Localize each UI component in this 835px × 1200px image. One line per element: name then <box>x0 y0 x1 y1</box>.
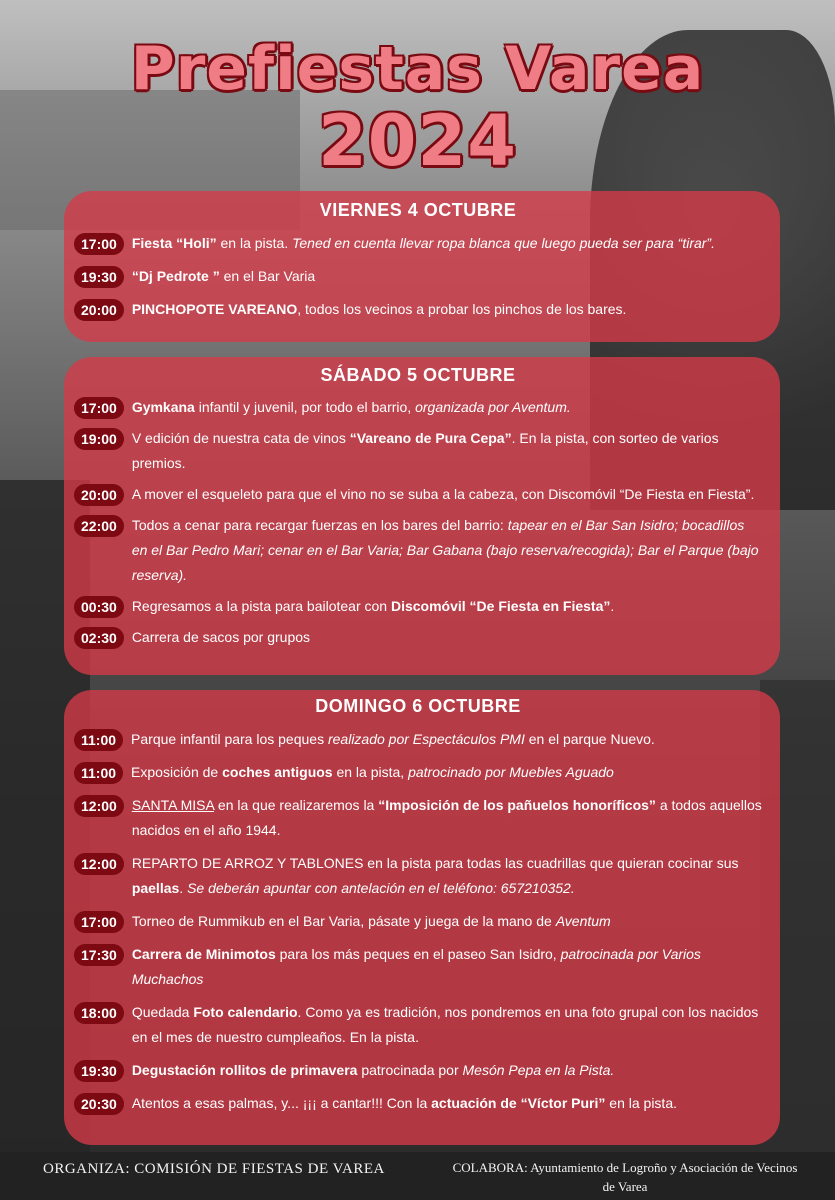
event-text-segment: infantil y juvenil, por todo el barrio, <box>194 399 416 415</box>
event-text-segment: tapear en el Bar San Isidro; bocadillos en el Bar Pedro Mari; cenar en el Bar Varia; Bar Gabana (bajo reserva/recogida); Bar el Parque (bajo reserva). <box>131 517 759 583</box>
event-text-segment: patrocinada por Varios Muchachos <box>131 946 701 987</box>
event-row <box>74 851 762 901</box>
event-text-segment: A mover el esqueleto para que el vino no se suba a la cabeza, con Discomóvil “De Fiesta en Fiesta”. <box>131 486 755 502</box>
event-text-segment: actuación de “Víctor Puri” <box>431 1095 606 1111</box>
event-text-segment: , todos los vecinos a probar los pinchos de los bares. <box>297 301 627 317</box>
event-row <box>74 942 762 992</box>
event-description <box>132 942 762 992</box>
event-text-segment: . <box>610 598 615 614</box>
organiza-credit: ORGANIZA: COMISIÓN DE FIESTAS DE VAREA <box>43 1161 385 1177</box>
event-description <box>132 1058 614 1083</box>
event-description <box>132 625 310 650</box>
event-list <box>74 231 762 322</box>
event-description <box>132 909 611 934</box>
event-description <box>132 297 627 322</box>
event-text-segment: Discomóvil “De Fiesta en Fiesta” <box>390 598 611 614</box>
event-text-segment: “Dj Pedrote ” <box>131 268 220 284</box>
event-text-segment: . En la pista, con sorteo de varios premios. <box>131 430 719 471</box>
event-text-segment: Mesón Pepa en la Pista. <box>462 1062 615 1078</box>
event-row <box>74 1000 762 1050</box>
event-text-segment: Regresamos a la pista para bailotear con <box>131 598 391 614</box>
event-text-segment: Parque infantil para los peques <box>131 731 328 747</box>
event-text-segment: Quedada <box>131 1004 194 1020</box>
event-time: 12:00 <box>74 853 124 875</box>
event-text-segment: Carrera de sacos por grupos <box>131 629 311 645</box>
event-time: 19:30 <box>74 1060 124 1082</box>
event-description <box>132 513 762 588</box>
day-panel-domingo <box>64 690 780 1145</box>
event-row <box>74 1091 762 1116</box>
event-text-segment: organizada por Aventum. <box>415 399 571 415</box>
event-text-segment: V edición de nuestra cata de vinos <box>131 430 350 446</box>
event-row <box>74 395 762 420</box>
event-text-segment: Torneo de Rummikub en el Bar Varia, pásate y juega de la mano de <box>131 913 556 929</box>
event-description <box>132 395 571 420</box>
event-text-segment: patrocinada por <box>357 1062 463 1078</box>
colabora-credit: COLABORA: Ayuntamiento de Logroño y Asociación de Vecinos de Varea <box>452 1160 798 1194</box>
event-text-segment: . Como ya es tradición, nos pondremos en una foto grupal con los nacidos en el mes de nuestro cumpleaños. En la pista. <box>131 1004 759 1045</box>
event-row <box>74 727 762 752</box>
day-panel-sabado <box>64 357 780 675</box>
event-row <box>74 426 762 476</box>
event-text-segment: en el Bar Varia <box>219 268 316 284</box>
event-description <box>132 793 762 843</box>
event-row <box>74 513 762 588</box>
event-text-segment: en la pista, <box>332 764 409 780</box>
event-text-segment: Foto calendario <box>193 1004 298 1020</box>
event-text-segment: en el parque Nuevo. <box>524 731 655 747</box>
day-panel-viernes <box>64 191 780 342</box>
event-text-segment: Degustación rollitos de primavera <box>131 1062 358 1078</box>
event-text-segment: en la pista. <box>216 235 293 251</box>
event-time: 19:30 <box>74 266 124 288</box>
poster-title: Prefiestas Varea <box>130 34 705 104</box>
event-description <box>132 594 614 619</box>
event-row <box>74 264 762 289</box>
event-description <box>131 727 655 752</box>
event-text-segment: PINCHOPOTE VAREANO <box>131 301 298 317</box>
event-time: 20:00 <box>74 299 124 321</box>
event-description <box>132 1000 762 1050</box>
event-time: 12:00 <box>74 795 124 817</box>
event-text-segment: Aventum <box>555 913 611 929</box>
event-description <box>132 426 762 476</box>
event-time: 11:00 <box>74 762 123 784</box>
event-time: 17:00 <box>74 233 124 255</box>
event-row <box>74 231 762 256</box>
event-text-segment: Atentos a esas palmas, y... ¡¡¡ a cantar!!! Con la <box>131 1095 432 1111</box>
event-text-segment: a todos aquellos nacidos en el año 1944. <box>131 797 762 838</box>
event-text-segment: paellas <box>131 880 180 896</box>
event-time: 19:00 <box>74 428 124 450</box>
event-list <box>74 395 762 650</box>
event-text-segment: Se deberán apuntar con antelación en el teléfono: 657210352. <box>187 880 575 896</box>
event-time: 17:00 <box>74 911 124 933</box>
event-time: 22:00 <box>74 515 124 537</box>
event-text-segment: en la pista. <box>605 1095 677 1111</box>
event-text-segment: Exposición de <box>131 764 223 780</box>
event-description <box>132 231 715 256</box>
footer <box>0 1152 835 1200</box>
poster-year: 2024 <box>318 100 517 182</box>
event-row <box>74 1058 762 1083</box>
event-text-segment: realizado por Espectáculos PMI <box>327 731 525 747</box>
event-text-segment: Tened en cuenta llevar ropa blanca que luego pueda ser para “tirar”. <box>292 235 715 251</box>
day-heading: VIERNES 4 OCTUBRE <box>319 200 517 220</box>
event-text-segment: en la que realizaremos la <box>214 797 379 813</box>
event-text-segment: “Vareano de Pura Cepa” <box>349 430 512 446</box>
event-text-segment: Carrera de Minimotos <box>131 946 276 962</box>
event-description <box>131 760 614 785</box>
event-row <box>74 594 762 619</box>
event-description <box>132 482 755 507</box>
event-row <box>74 297 762 322</box>
event-text-segment: “Imposición de los pañuelos honoríficos” <box>378 797 656 813</box>
event-row <box>74 760 762 785</box>
event-text-segment: para los más peques en el paseo San Isidro, <box>275 946 561 962</box>
event-time: 02:30 <box>74 627 124 649</box>
event-time: 11:00 <box>74 729 123 751</box>
event-text-segment: SANTA MISA <box>131 797 215 813</box>
event-row <box>74 909 762 934</box>
event-time: 17:30 <box>74 944 124 966</box>
event-text-segment: Fiesta “Holi” <box>131 235 217 251</box>
event-description <box>132 851 762 901</box>
event-row <box>74 793 762 843</box>
event-text-segment: Todos a cenar para recargar fuerzas en los bares del barrio: <box>131 517 508 533</box>
event-time: 17:00 <box>74 397 124 419</box>
event-text-segment: REPARTO DE ARROZ Y TABLONES en la pista para todas las cuadrillas que quieran cocinar sus <box>131 855 739 871</box>
event-text-segment: Gymkana <box>131 399 195 415</box>
event-time: 00:30 <box>74 596 124 618</box>
event-list <box>74 727 762 1116</box>
event-description <box>132 264 315 289</box>
event-row <box>74 625 762 650</box>
event-text-segment: coches antiguos <box>222 764 333 780</box>
day-heading: DOMINGO 6 OCTUBRE <box>315 696 521 716</box>
event-description <box>132 1091 677 1116</box>
event-row <box>74 482 762 507</box>
event-time: 20:30 <box>74 1093 124 1115</box>
event-time: 20:00 <box>74 484 124 506</box>
event-text-segment: patrocinado por Muebles Aguado <box>408 764 614 780</box>
event-time: 18:00 <box>74 1002 124 1024</box>
event-text-segment: . <box>179 880 188 896</box>
day-heading: SÁBADO 5 OCTUBRE <box>320 365 516 385</box>
